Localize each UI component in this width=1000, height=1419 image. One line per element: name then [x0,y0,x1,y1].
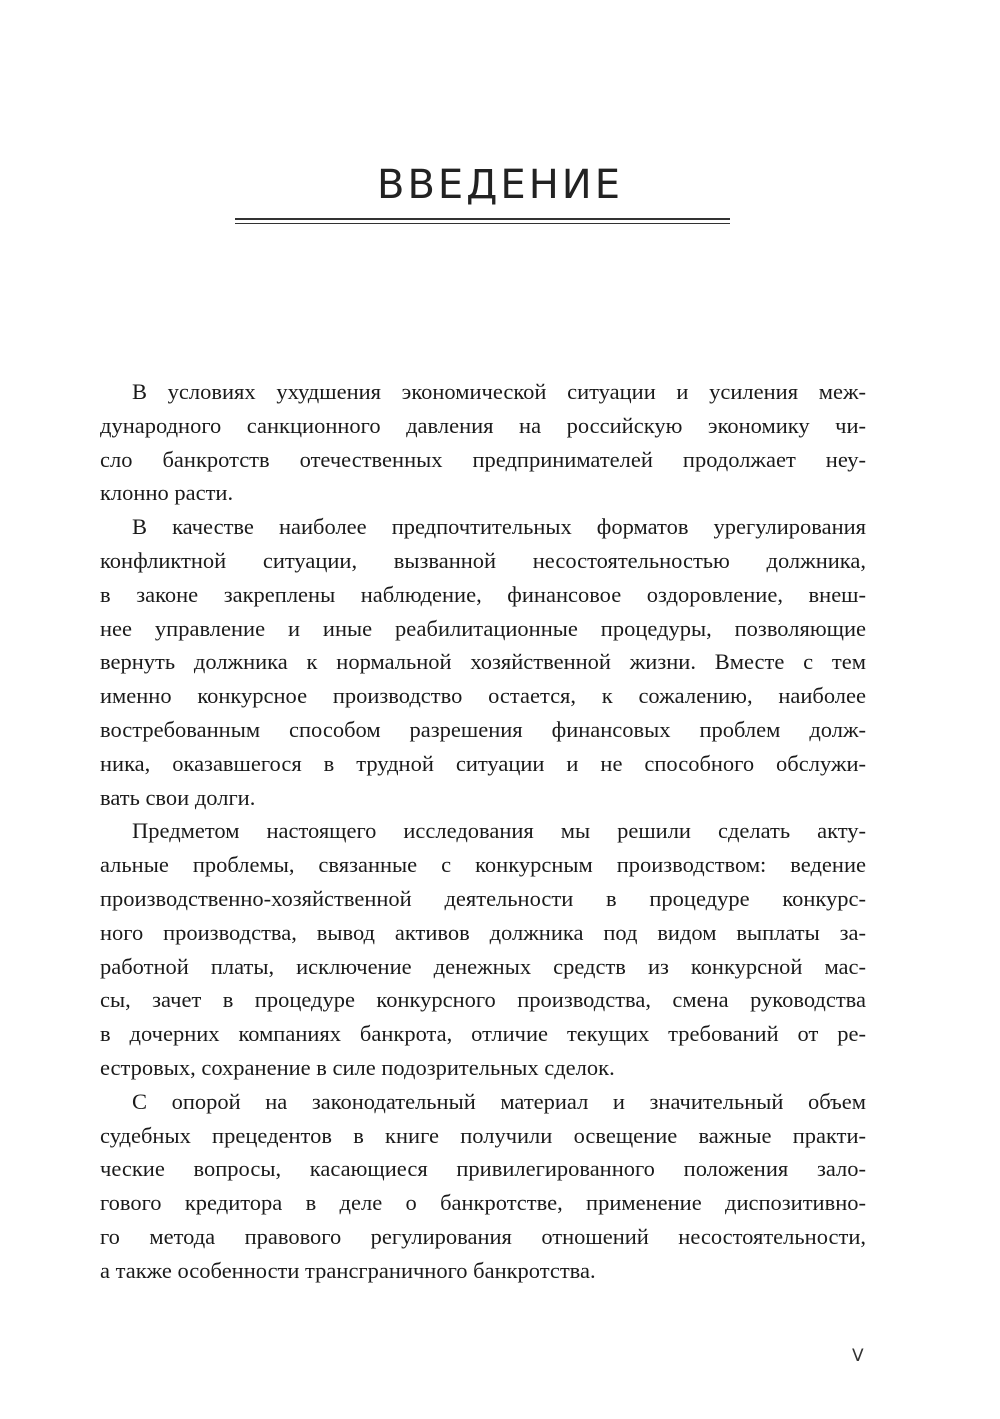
text-line: конфликтной ситуации, вызванной несостоятельностью должника, [100,547,866,573]
text-line: В качестве наиболее предпочтительных форматов урегулирования [132,514,866,540]
text-line: дународного санкционного давления на российскую экономику чи- [100,412,866,438]
text-line: Предметом настоящего исследования мы решили сделать акту- [132,818,866,844]
page-number: V [852,1346,864,1366]
body-text [100,375,866,1288]
paragraph-2 [100,510,866,814]
text-line: альные проблемы, связанные с конкурсным производством: ведение [100,852,866,878]
paragraph-1 [100,375,866,510]
text-line: сы, зачет в процедуре конкурсного производства, смена руководства [100,987,866,1013]
title-rule-thick [235,218,730,220]
text-line: вернуть должника к нормальной хозяйственной жизни. Вместе с тем [100,649,866,675]
text-line: в дочерних компаниях банкрота, отличие текущих требований от ре- [100,1021,866,1047]
text-line: естровых, сохранение в силе подозрительных сделок. [100,1054,615,1080]
text-line: именно конкурсное производство остается, к сожалению, наиболее [100,683,866,709]
text-line: го метода правового регулирования отношений несостоятельности, [100,1223,866,1249]
text-line: судебных прецедентов в книге получили освещение важные практи- [100,1122,866,1148]
text-line: ника, оказавшегося в трудной ситуации и не способного обслужи- [100,750,866,776]
paragraph-3 [100,814,866,1084]
text-line: вать свои долги. [100,784,256,810]
text-line: С опорой на законодательный материал и значительный объем [132,1088,866,1114]
text-line: клонно расти. [100,480,234,506]
text-line: работной платы, исключение денежных средств из конкурсной мас- [100,953,866,979]
text-line: в законе закреплены наблюдение, финансовое оздоровление, внеш- [100,581,866,607]
text-line: ного производства, вывод активов должника под видом выплаты за- [100,919,866,945]
text-line: сло банкротств отечественных предпринимателей продолжает неу- [100,446,866,472]
text-line: производственно-хозяйственной деятельности в процедуре конкурс- [100,885,866,911]
text-line: востребованным способом разрешения финансовых проблем долж- [100,716,866,742]
text-line: В условиях ухудшения экономической ситуации и усиления меж- [132,379,866,404]
text-line: а также особенности трансграничного банкротства. [100,1257,596,1283]
text-line: нее управление и иные реабилитационные процедуры, позволяющие [100,615,866,641]
text-line: гового кредитора в деле о банкротстве, применение диспозитивно- [100,1190,866,1216]
paragraph-4 [100,1085,866,1288]
title-rule-thin [235,223,730,224]
text-line: ческие вопросы, касающиеся привилегированного положения зало- [100,1156,866,1182]
chapter-title: ВВЕДЕНИЕ [377,162,623,208]
